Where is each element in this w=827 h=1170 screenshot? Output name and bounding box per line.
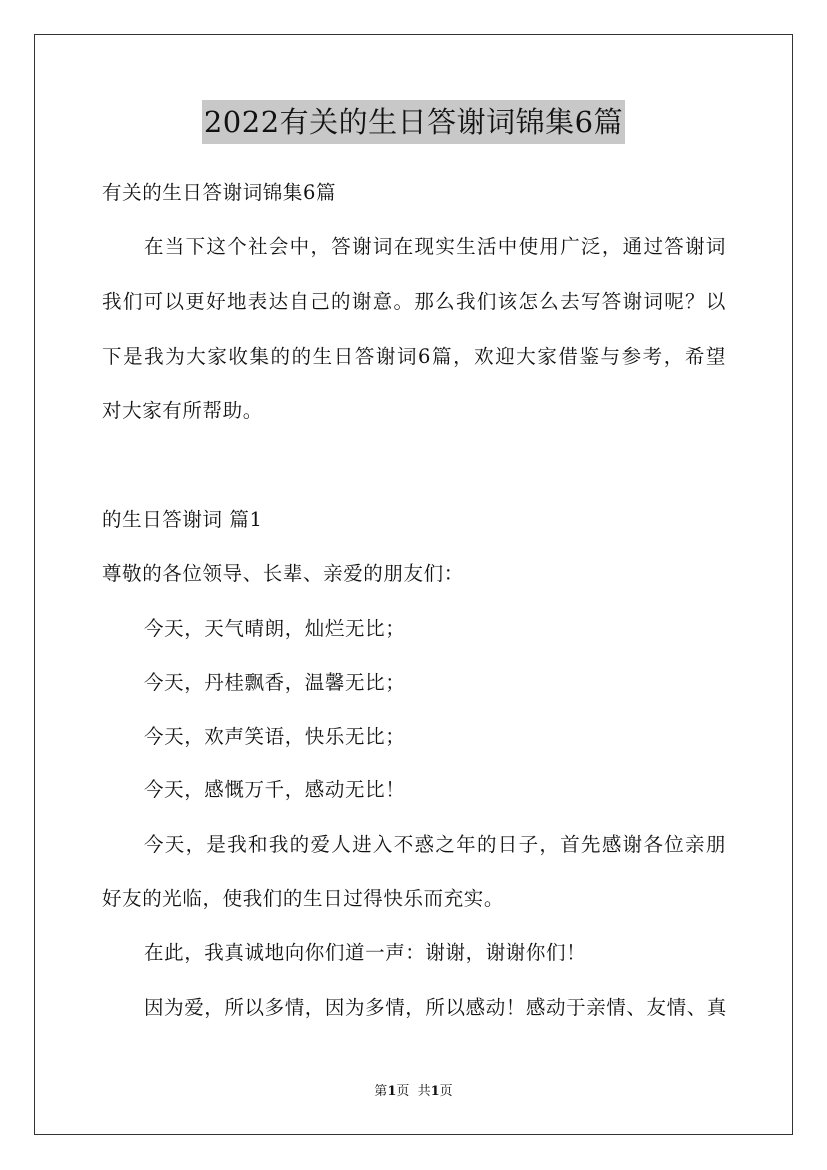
title-container <box>0 100 827 144</box>
intro-line-3: 下是我为大家收集的的生日答谢词6篇，欢迎大家借鉴与参考，希望 <box>102 345 726 368</box>
body-line-3: 今天，欢声笑语，快乐无比； <box>144 725 406 748</box>
body-line-5: 今天，是我和我的爱人进入不惑之年的日子，首先感谢各位亲朋 <box>144 833 726 856</box>
page-footer <box>0 1083 827 1101</box>
footer-page-prefix: 第 <box>374 1084 388 1099</box>
document-title: 2022有关的生日答谢词锦集6篇 <box>202 100 625 144</box>
body-line-6: 好友的光临，使我们的生日过得快乐而充实。 <box>102 887 505 910</box>
footer-page-current: 1 <box>387 1084 397 1099</box>
footer-page-suffix: 页 <box>439 1084 453 1099</box>
body-line-4: 今天，感慨万千，感动无比！ <box>144 778 406 801</box>
section-heading: 的生日答谢词 篇1 <box>102 508 263 531</box>
footer-page-mid: 页 共 <box>396 1084 431 1099</box>
salutation: 尊敬的各位领导、长辈、亲爱的朋友们： <box>102 562 464 585</box>
intro-line-2: 我们可以更好地表达自己的谢意。那么我们该怎么去写答谢词呢？以 <box>102 290 726 313</box>
footer-page-total: 1 <box>430 1084 440 1099</box>
intro-line-4: 对大家有所帮助。 <box>102 399 263 422</box>
intro-line-1: 在当下这个社会中，答谢词在现实生活中使用广泛，通过答谢词 <box>144 235 726 258</box>
body-line-7: 在此，我真诚地向你们道一声：谢谢，谢谢你们！ <box>144 941 587 964</box>
body-line-2: 今天，丹桂飘香，温馨无比； <box>144 671 406 694</box>
body-line-8: 因为爱，所以多情，因为多情，所以感动！感动于亲情、友情、真 <box>144 996 727 1019</box>
document-subtitle: 有关的生日答谢词锦集6篇 <box>102 181 337 204</box>
body-line-1: 今天，天气晴朗，灿烂无比； <box>144 617 406 640</box>
